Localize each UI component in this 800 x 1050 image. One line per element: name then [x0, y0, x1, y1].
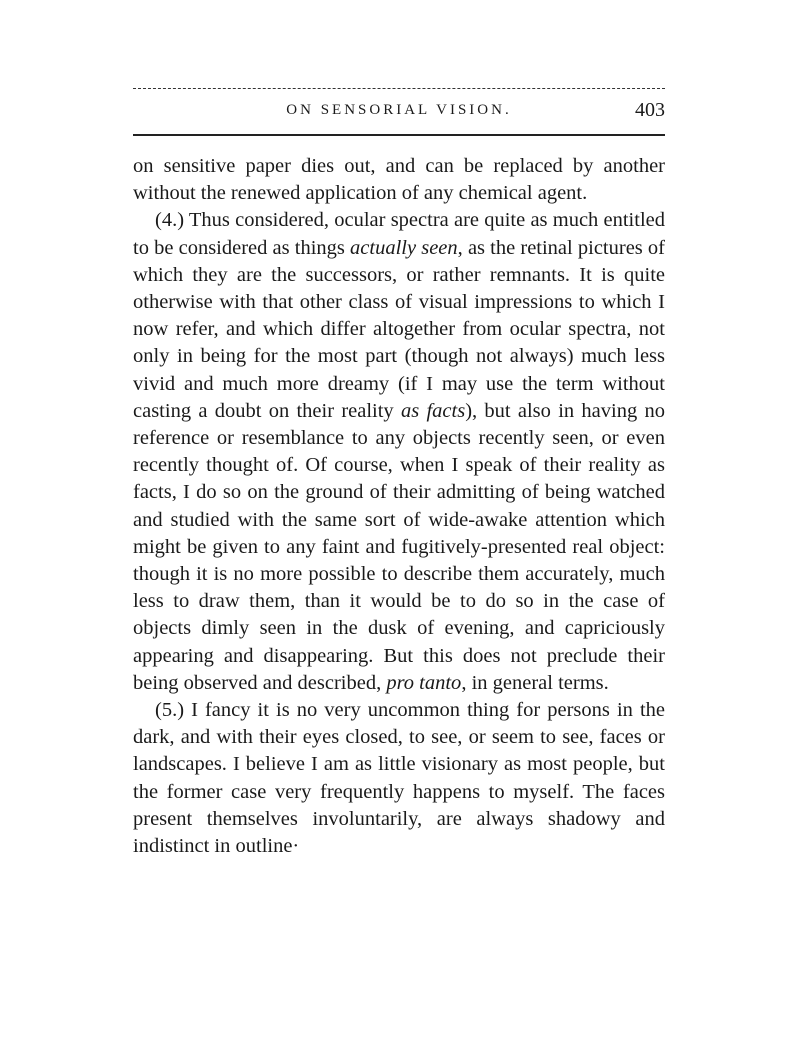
paragraph: [133, 697, 665, 860]
text-segment: on sensitive paper dies out, and can be replaced by another without the renewed application of any chemical agent.: [133, 155, 665, 205]
running-head: [133, 100, 665, 124]
italic-phrase: actually seen: [350, 236, 458, 259]
page-number: 403: [635, 99, 665, 121]
paragraph: [133, 153, 665, 207]
italic-phrase: pro tanto: [386, 671, 462, 694]
text-segment: , in general terms.: [461, 671, 609, 694]
text-segment: (4.) Thus considered, ocular spectra are quite as much entitled to be considered as things: [133, 209, 665, 259]
paragraph: [133, 207, 665, 697]
header-rule: [133, 134, 665, 136]
running-head-title: ON SENSORIAL VISION.: [286, 102, 512, 118]
text-segment: , as the retinal pictures of which they are the successors, or rather remnants. It is quite otherwise with that other class of visual impressions to which I now refer, and which differ altogether from ocular spectra, not only in being for the most part (though not always) much less vivid and much more dreamy (if I may use the term without casting a doubt on their reality: [133, 236, 666, 422]
top-rule: [133, 88, 665, 89]
text-segment: (5.) I fancy it is no very uncommon thing for persons in the dark, and with their eyes closed, to see, or seem to see, faces or landscapes. I believe I am as little visionary as most people, but the former case very frequently happens to myself. The faces present themselves involuntarily, are always shadowy and indistinct in outline·: [133, 699, 665, 858]
italic-phrase: as facts: [400, 399, 466, 422]
text-segment: ), but also in having no reference or resemblance to any objects recently seen, or even recently thought of. Of course, when I speak of their reality as facts, I do so on the ground of their admitting of being watched and studied with the same sort of wide-awake attention which might be given to any faint and fugitively-presented real object: though it is no more possible to describe them accurately, much less to draw them, than it would be to do so in the case of objects dimly seen in the dusk of evening, and capriciously appearing and disappearing. But this does not preclude their being observed and described,: [133, 399, 665, 694]
body-text: [133, 153, 665, 860]
